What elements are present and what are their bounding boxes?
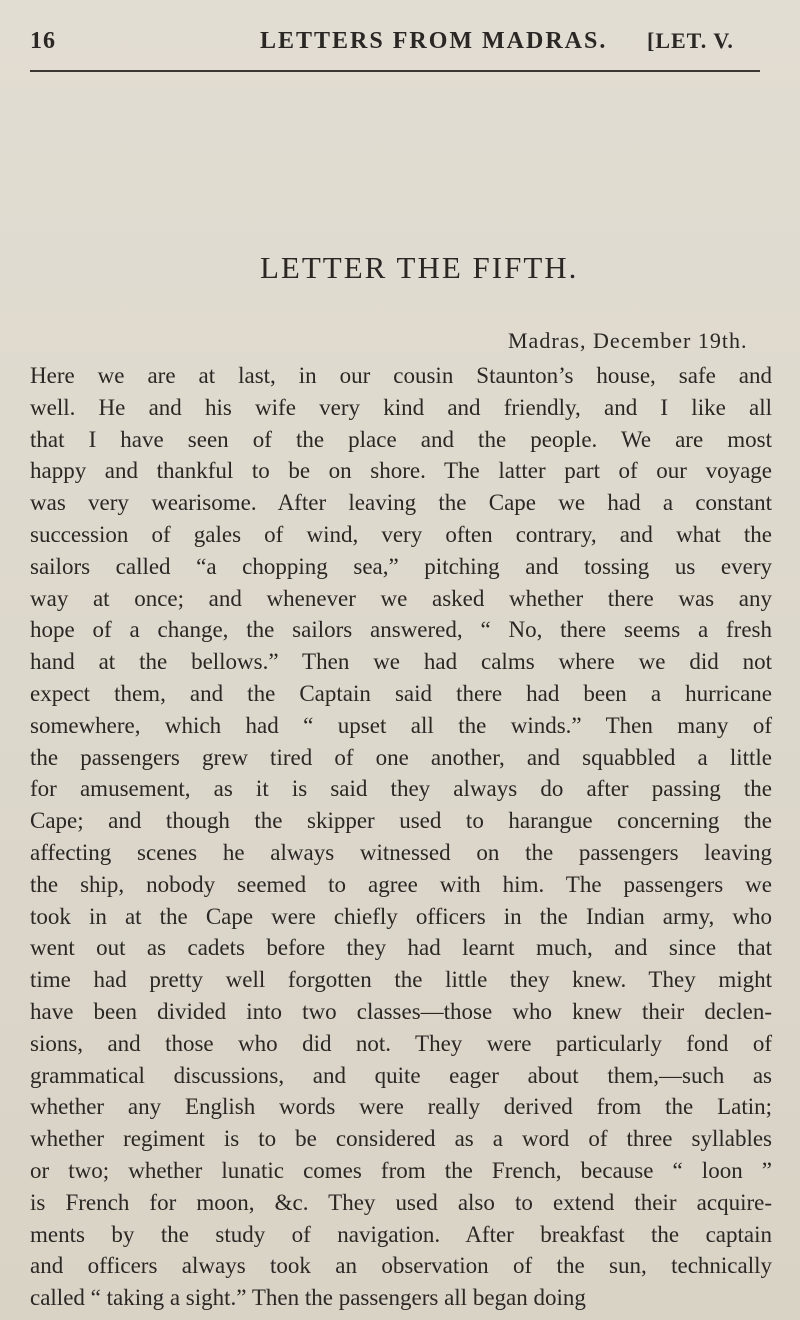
text-line: is French for moon, &c. They used also to extend their acquire-: [30, 1189, 772, 1215]
text-line: affecting scenes he always witnessed on the passengers leaving: [30, 839, 772, 865]
text-line: called “ taking a sight.” Then the passengers all began doing: [30, 1285, 586, 1311]
letter-body: [30, 360, 772, 1314]
text-line: went out as cadets before they had learnt much, and since that: [30, 935, 772, 961]
text-line: way at once; and whenever we asked whether there was any: [30, 585, 772, 611]
text-line: expect them, and the Captain said there had been a hurricane: [30, 680, 772, 706]
text-line: the passengers grew tired of one another, and squabbled a little: [30, 744, 772, 770]
letter-reference: [LET. V.: [647, 28, 734, 53]
text-line: succession of gales of wind, very often contrary, and what the: [30, 521, 772, 547]
running-title: LETTERS FROM MADRAS.: [260, 28, 608, 54]
text-line: Cape; and though the skipper used to harangue concerning the: [30, 808, 772, 834]
text-line: grammatical discussions, and quite eager about them,—such as: [30, 1062, 772, 1088]
header-rule: [30, 70, 760, 72]
text-line: took in at the Cape were chiefly officers in the Indian army, who: [30, 903, 772, 929]
text-line: the ship, nobody seemed to agree with him. The passengers we: [30, 871, 772, 897]
text-line: that I have seen of the place and the people. We are most: [30, 426, 772, 452]
running-head: [22, 28, 760, 68]
text-line: and officers always took an observation of the sun, technically: [30, 1253, 772, 1279]
text-line: or two; whether lunatic comes from the French, because “ loon ”: [30, 1157, 772, 1183]
text-line: was very wearisome. After leaving the Cape we had a constant: [30, 490, 772, 516]
page-number: 16: [30, 28, 56, 54]
text-line: hand at the bellows.” Then we had calms where we did not: [30, 649, 772, 675]
text-line: whether any English words were really derived from the Latin;: [30, 1094, 772, 1120]
text-line: well. He and his wife very kind and friendly, and I like all: [30, 394, 772, 420]
text-line: hope of a change, the sailors answered, “ No, there seems a fresh: [30, 617, 772, 643]
text-line: sailors called “a chopping sea,” pitching and tossing us every: [30, 553, 772, 579]
text-line: Here we are at last, in our cousin Staunton’s house, safe and: [30, 363, 772, 388]
text-line: happy and thankful to be on shore. The latter part of our voyage: [30, 458, 772, 484]
text-line: whether regiment is to be considered as a word of three syllables: [30, 1126, 772, 1152]
text-line: sions, and those who did not. They were particularly fond of: [30, 1030, 772, 1056]
letter-heading: LETTER THE FIFTH.: [260, 250, 579, 285]
dateline: Madras, December 19th.: [508, 328, 748, 353]
text-line: ments by the study of navigation. After breakfast the captain: [30, 1221, 772, 1247]
text-line: have been divided into two classes—those who knew their declen-: [30, 998, 772, 1024]
text-line: for amusement, as it is said they always do after passing the: [30, 776, 772, 802]
text-line: somewhere, which had “ upset all the winds.” Then many of: [30, 712, 772, 738]
text-line: time had pretty well forgotten the little they knew. They might: [30, 967, 772, 993]
